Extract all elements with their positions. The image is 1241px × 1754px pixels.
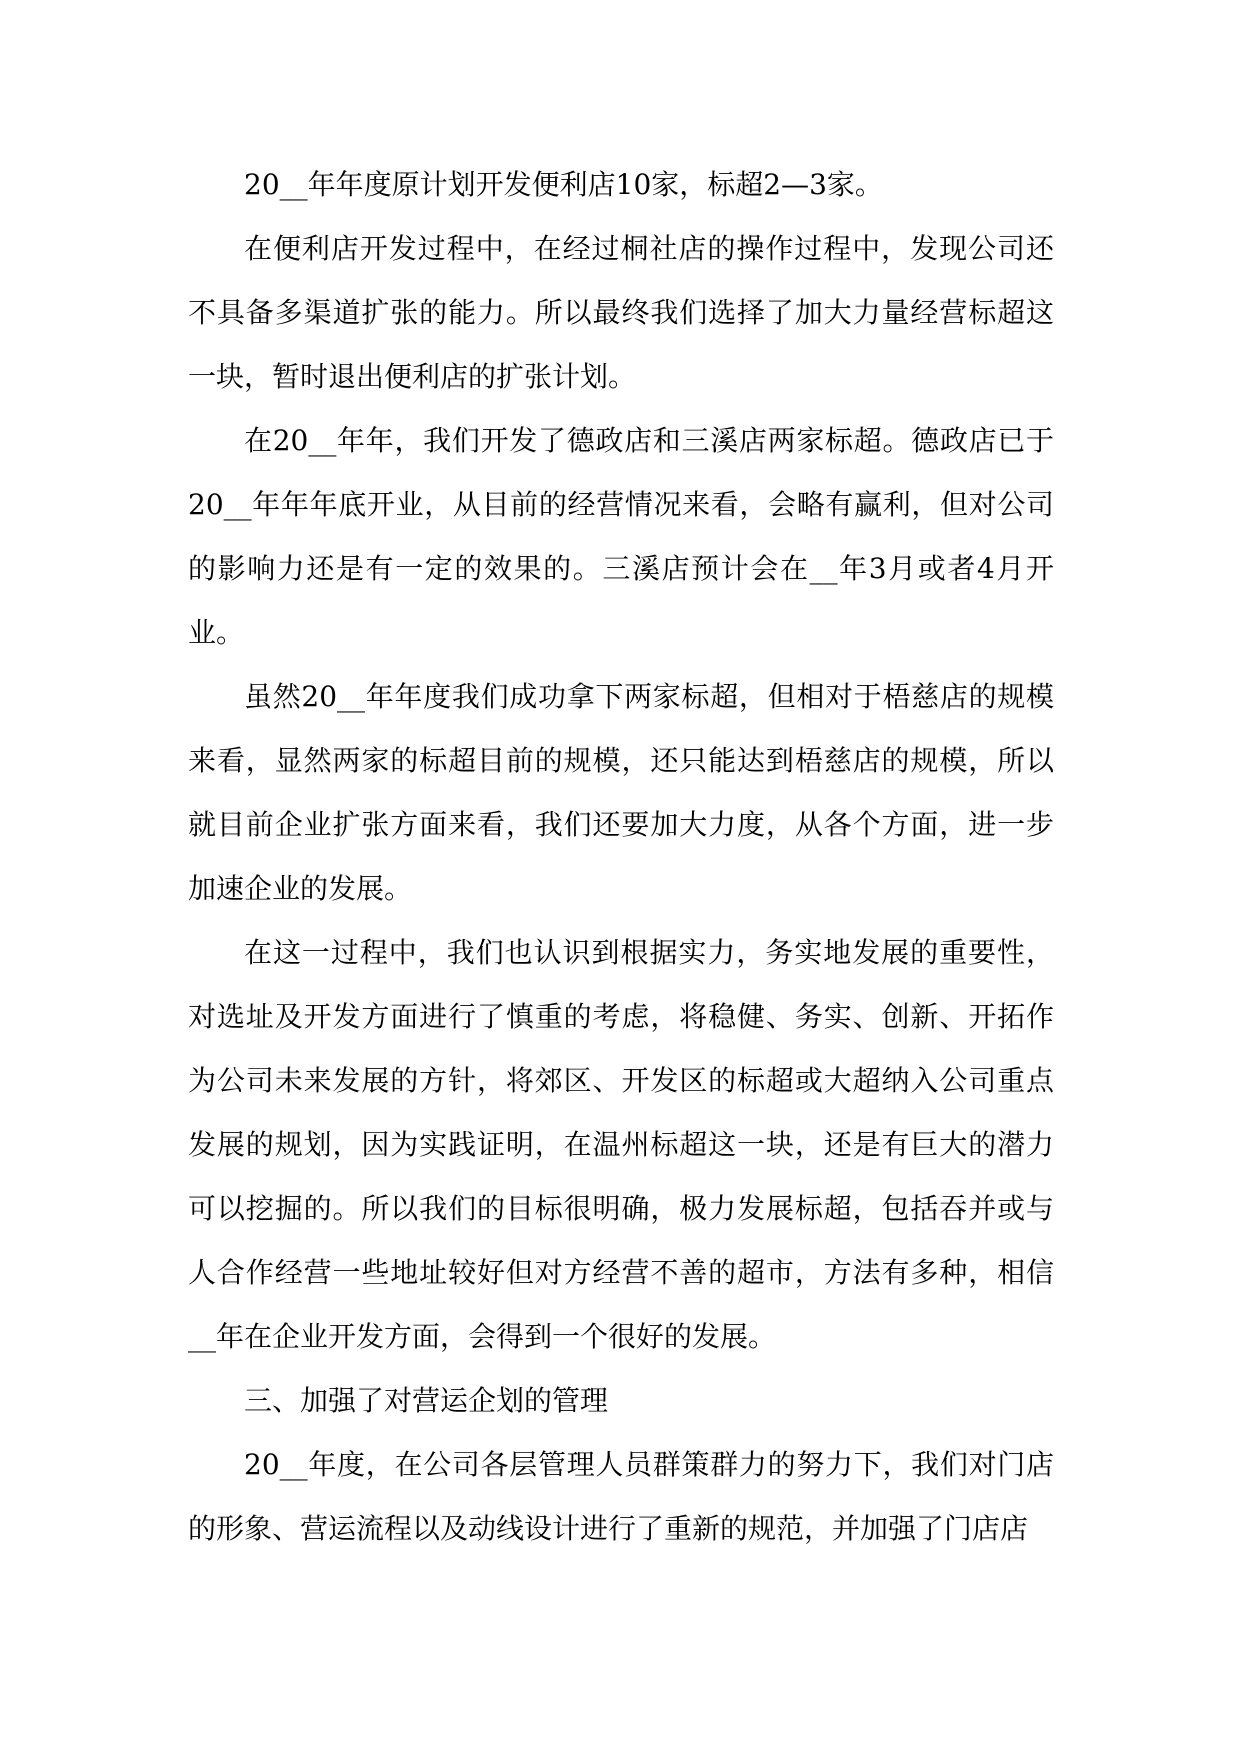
paragraph-3: 在20__年年，我们开发了德政店和三溪店两家标超。德政店已于20__年年年底开业，从目前的经营情况来看，会略有赢利，但对公司的影响力还是有一定的效果的。三溪店预计会在__年3月或者4月开业。 bbox=[188, 424, 1054, 649]
section-heading: 三、加强了对营运企划的管理 bbox=[244, 1384, 609, 1417]
document-body bbox=[188, 153, 1054, 1561]
paragraph-4: 虽然20__年年度我们成功拿下两家标超，但相对于梧慈店的规模来看，显然两家的标超目前的规模，还只能达到梧慈店的规模，所以就目前企业扩张方面来看，我们还要加大力度，从各个方面，进一步加速企业的发展。 bbox=[188, 680, 1054, 905]
paragraph-5: 在这一过程中，我们也认识到根据实力，务实地发展的重要性，对选址及开发方面进行了慎重的考虑，将稳健、务实、创新、开拓作为公司未来发展的方针，将郊区、开发区的标超或大超纳入公司重点发展的规划，因为实践证明，在温州标超这一块，还是有巨大的潜力可以挖掘的。所以我们的目标很明确，极力发展标超，包括吞并或与人合作经营一些地址较好但对方经营不善的超市，方法有多种，相信__年在企业开发方面，会得到一个很好的发展。 bbox=[188, 936, 1054, 1353]
paragraph-2: 在便利店开发过程中，在经过桐社店的操作过程中，发现公司还不具备多渠道扩张的能力。所以最终我们选择了加大力量经营标超这一块，暂时退出便利店的扩张计划。 bbox=[188, 232, 1054, 393]
paragraph-6: 20__年度，在公司各层管理人员群策群力的努力下，我们对门店的形象、营运流程以及动线设计进行了重新的规范，并加强了门店店 bbox=[188, 1448, 1054, 1545]
paragraph-1: 20__年年度原计划开发便利店10家，标超2—3家。 bbox=[244, 168, 883, 201]
